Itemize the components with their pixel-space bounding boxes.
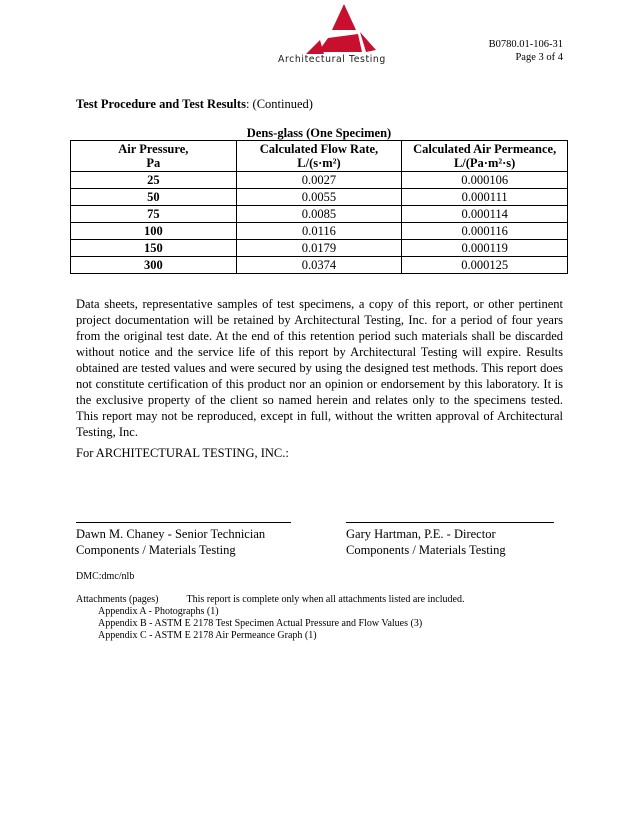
- cell-permeance: 0.000125: [402, 257, 568, 274]
- header-flow-rate: [236, 141, 402, 172]
- attachment-item: Appendix A - Photographs (1): [98, 606, 219, 617]
- cell-flow: 0.0374: [236, 257, 402, 274]
- header-air-permeance-line2: L/(Pa·m²·s): [453, 156, 516, 170]
- signer-name: Gary Hartman, P.E. - Director: [346, 527, 496, 541]
- company-logo: [270, 4, 420, 66]
- signature-block-left: [76, 526, 265, 558]
- cell-flow: 0.0027: [236, 172, 402, 189]
- section-heading-bold: Test Procedure and Test Results: [76, 97, 246, 111]
- signer-name: Dawn M. Chaney - Senior Technician: [76, 527, 266, 541]
- cell-pressure: 300: [71, 257, 237, 274]
- page-number: Page 3 of 4: [515, 52, 563, 63]
- signature-line-left: [76, 522, 291, 523]
- cell-permeance: 0.000106: [402, 172, 568, 189]
- attachments-label: Attachments (pages): [76, 594, 159, 605]
- logo-triangle-icon: [296, 4, 392, 54]
- header-air-permeance: [402, 141, 568, 172]
- cell-flow: 0.0055: [236, 189, 402, 206]
- cell-pressure: 25: [71, 172, 237, 189]
- signature-block-right: [346, 526, 506, 558]
- for-company-line: For ARCHITECTURAL TESTING, INC.:: [76, 446, 289, 460]
- logo-text: Architectural Testing: [278, 54, 386, 65]
- attachments-note: This report is complete only when all attachments listed are included.: [186, 594, 465, 605]
- retention-paragraph: Data sheets, representative samples of test specimens, a copy of this report, or other pertinent project documentation will be retained by Architectural Testing, Inc. for a period of four years from the original test date. At the end of this retention period such materials shall be discarded without notice and the service life of this report by Architectural Testing will expire. Results obtained are tested values and were secured by using the designed test methods. This report does not constitute certification of this product nor an opinion or endorsement by this laboratory. It is the exclusive property of the client so named herein and relates only to the specimens tested. This report may not be reproduced, except in full, without the written approval of Architectural Testing, Inc.: [76, 297, 563, 439]
- signature-line-right: [346, 522, 554, 523]
- attachment-item: Appendix B - ASTM E 2178 Test Specimen Actual Pressure and Flow Values (3): [98, 618, 423, 629]
- section-heading-rest: : (Continued): [245, 97, 313, 111]
- cell-flow: 0.0116: [236, 223, 402, 240]
- attachment-item: Appendix C - ASTM E 2178 Air Permeance Graph (1): [98, 630, 317, 641]
- header-flow-rate-line1: Calculated Flow Rate,: [259, 142, 379, 156]
- cell-permeance: 0.000116: [402, 223, 568, 240]
- table-row: [71, 240, 568, 257]
- cell-permeance: 0.000119: [402, 240, 568, 257]
- cell-pressure: 100: [71, 223, 237, 240]
- report-identifier: [489, 38, 563, 64]
- cell-pressure: 75: [71, 206, 237, 223]
- header-air-pressure-line1: Air Pressure,: [118, 142, 189, 156]
- header-flow-rate-line2: L/(s·m²): [297, 156, 341, 170]
- results-table: [70, 140, 568, 274]
- table-row: [71, 206, 568, 223]
- attachments-header: [76, 594, 464, 606]
- signer-department: Components / Materials Testing: [346, 543, 506, 557]
- typist-initials: DMC:dmc/nlb: [76, 571, 135, 582]
- section-heading: [76, 97, 313, 112]
- table-row: [71, 172, 568, 189]
- header-air-pressure: [71, 141, 237, 172]
- cell-permeance: 0.000111: [402, 189, 568, 206]
- header-air-permeance-line1: Calculated Air Permeance,: [413, 142, 557, 156]
- report-number: B0780.01-106-31: [488, 39, 563, 50]
- header-air-pressure-line2: Pa: [146, 156, 161, 170]
- cell-flow: 0.0085: [236, 206, 402, 223]
- table-header-row: [71, 141, 568, 172]
- table-row: [71, 189, 568, 206]
- cell-pressure: 150: [71, 240, 237, 257]
- attachments-section: [76, 594, 464, 642]
- cell-permeance: 0.000114: [402, 206, 568, 223]
- table-row: [71, 257, 568, 274]
- signer-department: Components / Materials Testing: [76, 543, 236, 557]
- table-row: [71, 223, 568, 240]
- table-title: Dens-glass (One Specimen): [246, 126, 392, 140]
- cell-pressure: 50: [71, 189, 237, 206]
- cell-flow: 0.0179: [236, 240, 402, 257]
